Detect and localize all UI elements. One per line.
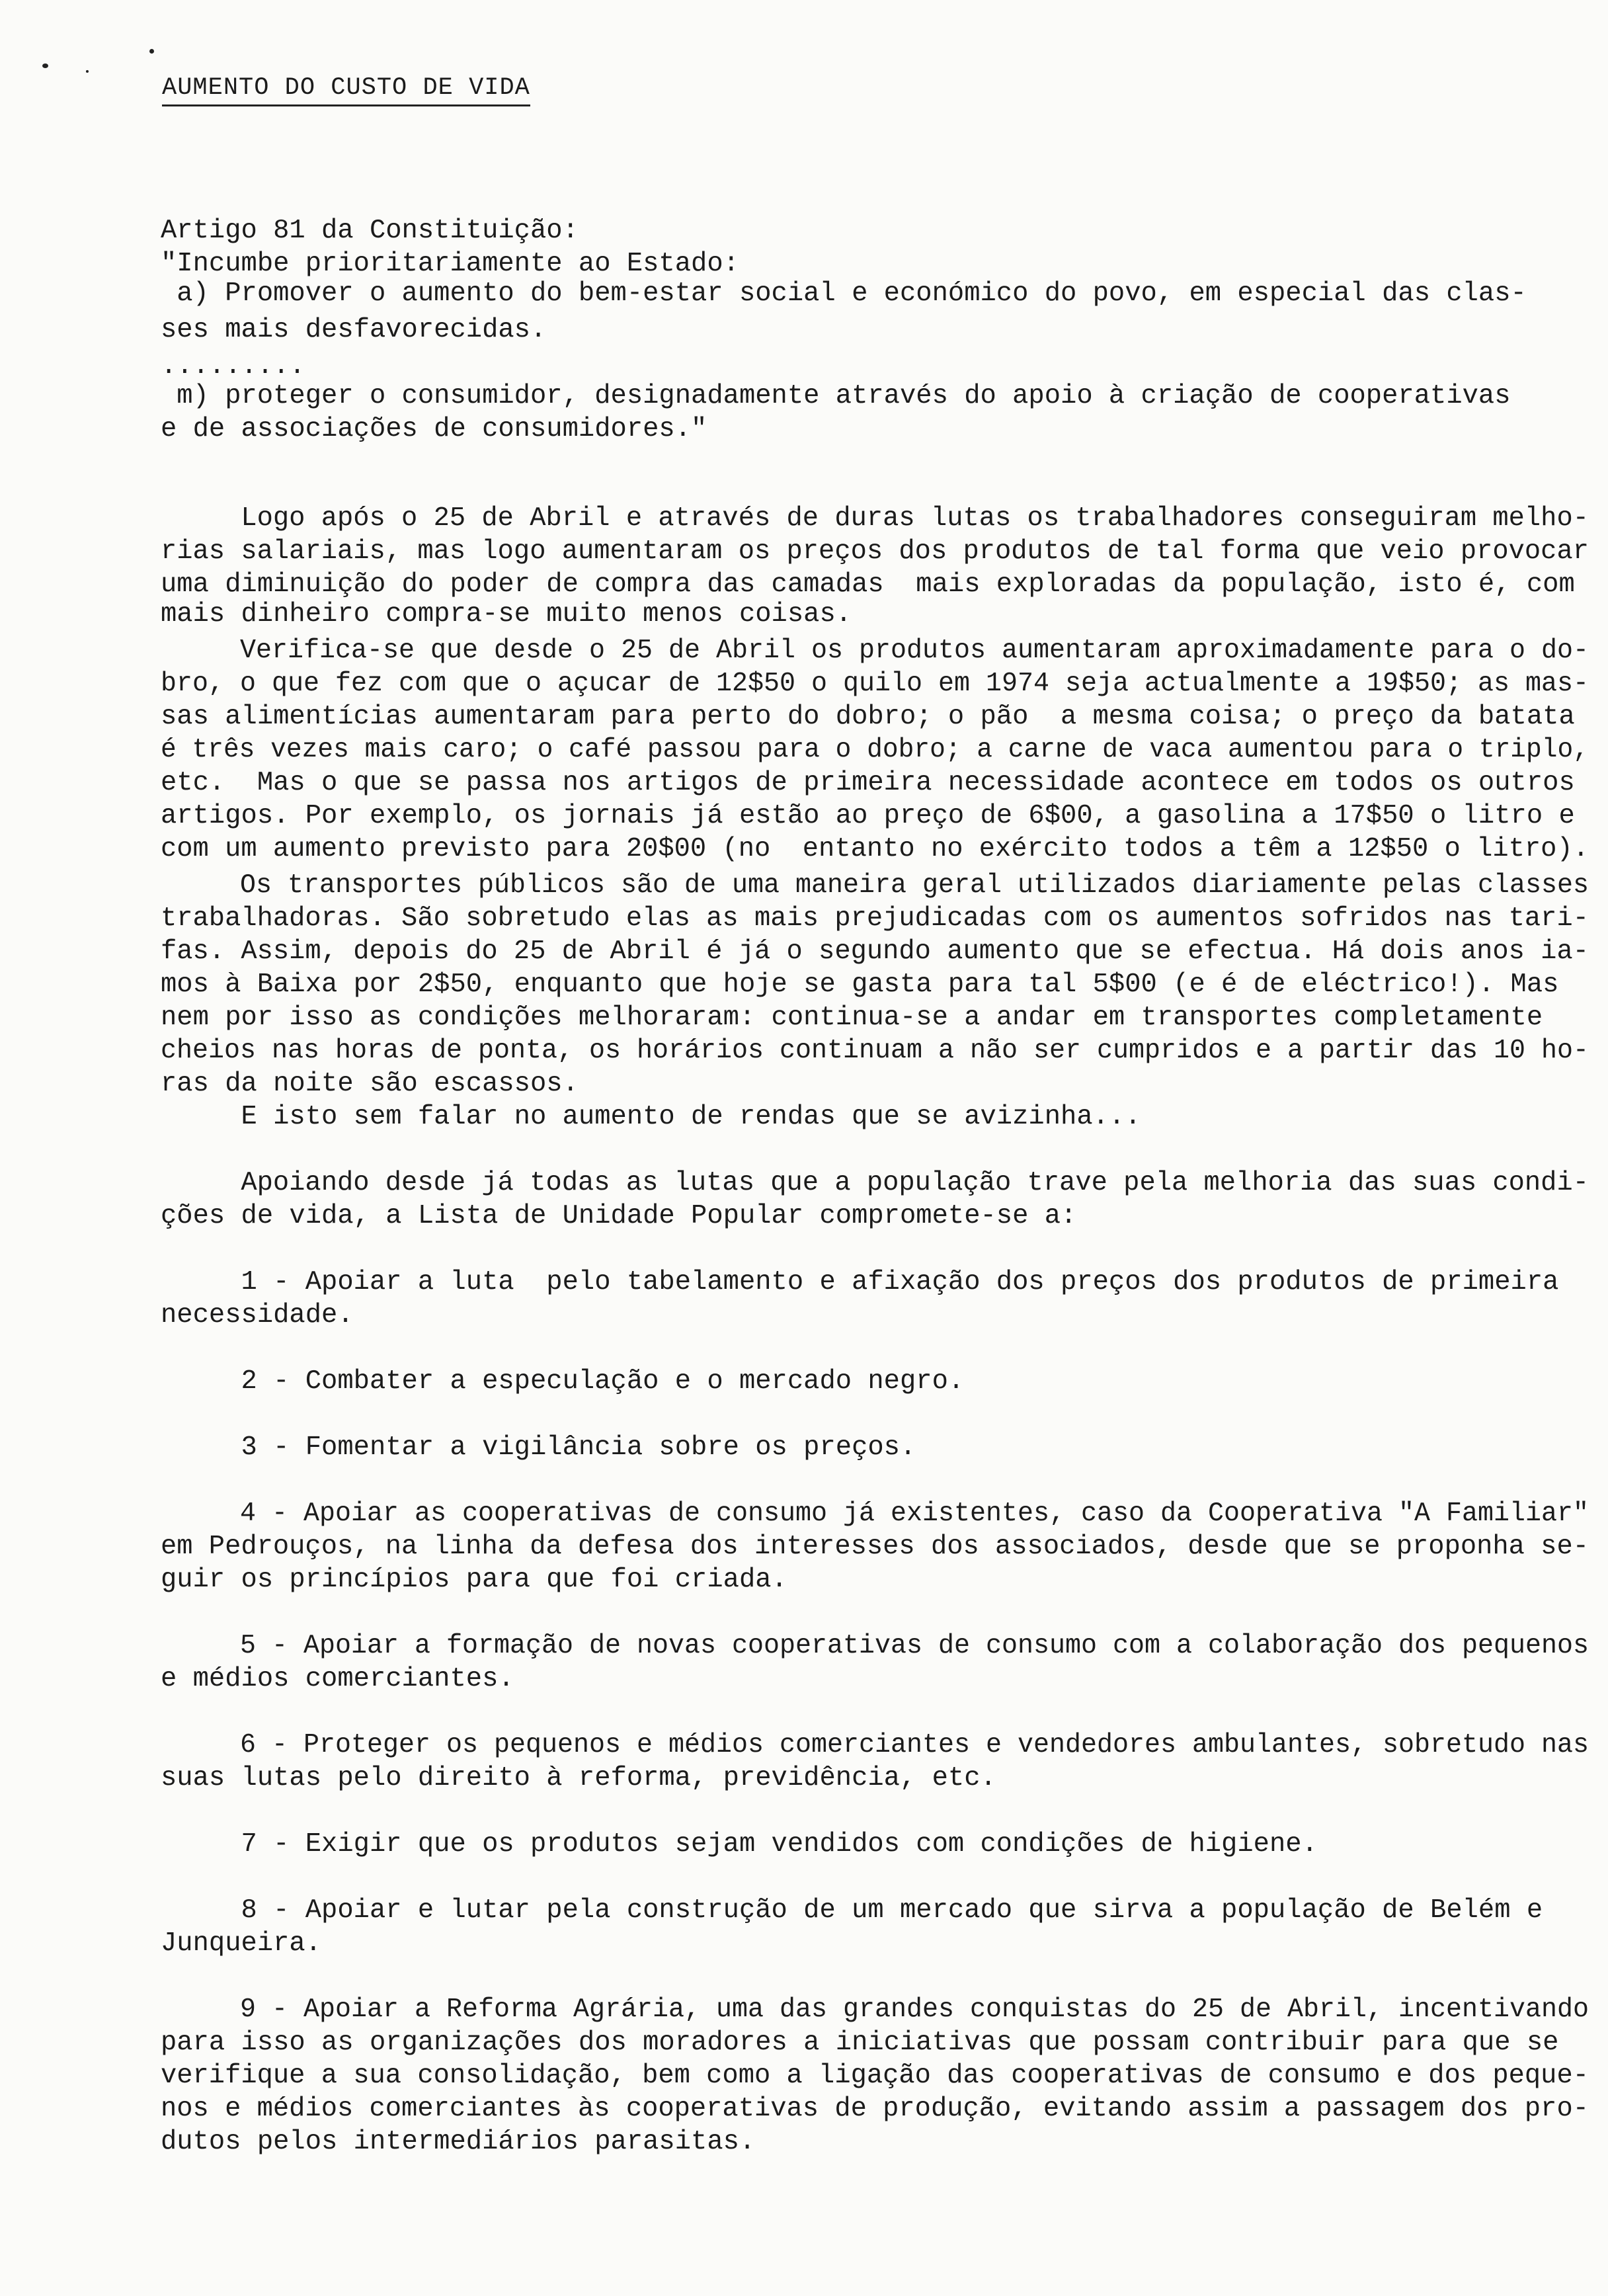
text-line: necessidade. <box>161 1300 354 1331</box>
text-line: 3 - Fomentar a vigilância sobre os preços. <box>161 1432 916 1463</box>
text-line: ções de vida, a Lista de Unidade Popular compromete-se a: <box>161 1201 1077 1231</box>
text-line: 8 - Apoiar e lutar pela construção de um mercado que sirva a população de Belém e <box>161 1895 1543 1926</box>
document-title: AUMENTO DO CUSTO DE VIDA <box>162 74 530 106</box>
text-line: uma diminuição do poder de compra das camadas mais exploradas da população, isto é, com <box>161 569 1575 600</box>
text-line: e médios comerciantes. <box>161 1664 514 1694</box>
text-line: com um aumento previsto para 20$00 (no entanto no exército todos a têm a 12$50 o litro). <box>161 834 1589 864</box>
text-line: cheios nas horas de ponta, os horários continuam a não ser cumpridos e a partir das 10 ho- <box>161 1036 1589 1066</box>
text-line: Apoiando desde já todas as lutas que a população trave pela melhoria das suas condi- <box>161 1168 1589 1198</box>
text-line: guir os princípios para que foi criada. <box>161 1565 787 1595</box>
text-line: Artigo 81 da Constituição: <box>161 216 579 246</box>
text-line: Verifica-se que desde o 25 de Abril os produtos aumentaram aproximadamente para o do- <box>161 636 1589 666</box>
text-line: ......... <box>161 351 305 382</box>
text-line: é três vezes mais caro; o café passou para o dobro; a carne de vaca aumentou para o triplo, <box>161 735 1589 765</box>
text-line: sas alimentícias aumentaram para perto do dobro; o pão a mesma coisa; o preço da batata <box>161 702 1575 732</box>
text-line: nem por isso as condições melhoraram: continua-se a andar em transportes completamente <box>161 1003 1543 1033</box>
scan-speck <box>149 49 154 54</box>
text-line: mais dinheiro compra-se muito menos coisas. <box>161 599 852 630</box>
text-line: "Incumbe prioritariamente ao Estado: <box>161 249 739 279</box>
text-line: e de associações de consumidores." <box>161 414 707 444</box>
text-line: 5 - Apoiar a formação de novas cooperativas de consumo com a colaboração dos pequenos <box>161 1631 1589 1661</box>
text-line: dutos pelos intermediários parasitas. <box>161 2127 756 2157</box>
text-line: mos à Baixa por 2$50, enquanto que hoje se gasta para tal 5$00 (e é de eléctrico!). Mas <box>161 969 1559 1000</box>
text-line: a) Promover o aumento do bem-estar social e económico do povo, em especial das clas- <box>161 278 1527 309</box>
scan-speck <box>86 70 89 73</box>
text-line: nos e médios comerciantes às cooperativas de produção, evitando assim a passagem dos pro- <box>161 2094 1589 2124</box>
text-line: bro, o que fez com que o açucar de 12$50 o quilo em 1974 seja actualmente a 19$50; as mas- <box>161 669 1589 699</box>
text-line: trabalhadoras. São sobretudo elas as mais prejudicadas com os aumentos sofridos nas tari- <box>161 903 1589 934</box>
text-line: Logo após o 25 de Abril e através de duras lutas os trabalhadores conseguiram melho- <box>161 503 1589 534</box>
text-line: fas. Assim, depois do 25 de Abril é já o segundo aumento que se efectua. Há dois anos ia- <box>161 936 1589 967</box>
text-line: para isso as organizações dos moradores a iniciativas que possam contribuir para que se <box>161 2028 1559 2058</box>
text-line: verifique a sua consolidação, bem como a ligação das cooperativas de consumo e dos peque- <box>161 2061 1589 2091</box>
text-line: 4 - Apoiar as cooperativas de consumo já existentes, caso da Cooperativa "A Familiar" <box>161 1498 1589 1529</box>
text-line: rias salariais, mas logo aumentaram os preços dos produtos de tal forma que veio provocar <box>161 536 1589 567</box>
text-line: em Pedrouços, na linha da defesa dos interesses dos associados, desde que se proponha se- <box>161 1532 1589 1562</box>
scan-speck <box>42 63 48 68</box>
text-line: 2 - Combater a especulação e o mercado negro. <box>161 1366 965 1397</box>
text-line: ras da noite são escassos. <box>161 1069 579 1099</box>
text-line: etc. Mas o que se passa nos artigos de primeira necessidade acontece em todos os outros <box>161 768 1575 798</box>
text-line: 6 - Proteger os pequenos e médios comerciantes e vendedores ambulantes, sobretudo nas <box>161 1730 1589 1760</box>
text-line: suas lutas pelo direito à reforma, previdência, etc. <box>161 1763 996 1793</box>
text-line: m) proteger o consumidor, designadamente através do apoio à criação de cooperativas <box>161 381 1511 411</box>
text-line: E isto sem falar no aumento de rendas que se avizinha... <box>161 1102 1141 1132</box>
text-line: ses mais desfavorecidas. <box>161 315 547 345</box>
text-line: 7 - Exigir que os produtos sejam vendidos com condições de higiene. <box>161 1829 1318 1860</box>
text-line: artigos. Por exemplo, os jornais já estão ao preço de 6$00, a gasolina a 17$50 o litro e <box>161 801 1575 831</box>
text-line: 1 - Apoiar a luta pelo tabelamento e afixação dos preços dos produtos de primeira <box>161 1267 1559 1297</box>
text-line: Junqueira. <box>161 1928 322 1959</box>
text-line: 9 - Apoiar a Reforma Agrária, uma das grandes conquistas do 25 de Abril, incentivando <box>161 1994 1589 2025</box>
text-line: Os transportes públicos são de uma maneira geral utilizados diariamente pelas classes <box>161 870 1589 901</box>
